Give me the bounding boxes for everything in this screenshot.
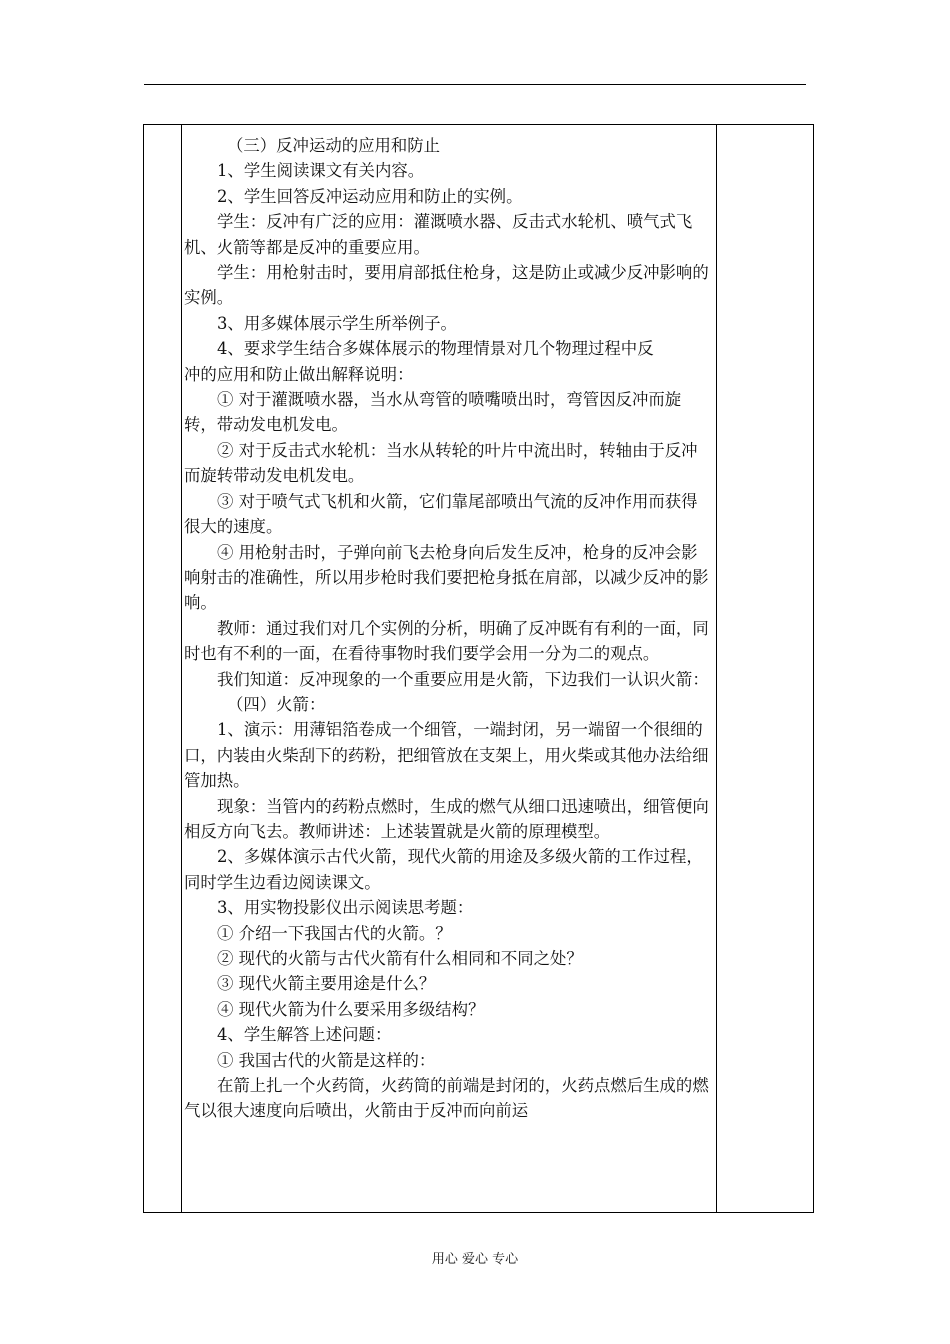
paragraph: （三）反冲运动的应用和防止 — [227, 136, 441, 155]
paragraph: ④ 现代火箭为什么要采用多级结构？ — [217, 999, 485, 1019]
column-divider-left — [181, 125, 182, 1212]
paragraph: 我们知道：反冲现象的一个重要应用是火箭，下边我们一认识火箭： — [217, 669, 709, 689]
paragraph: 1、演示：用薄铝箔卷成一个细管，一端封闭，另一端留一个很细的口，内装由火柴刮下的药粉，把细管放在支架上，用火柴或其他办法给细管加热。 — [184, 720, 709, 791]
page-footer: 用心 爱心 专心 — [431, 1252, 519, 1267]
paragraph: 3、用多媒体展示学生所举例子。 — [217, 313, 457, 333]
paragraph: 4、要求学生结合多媒体展示的物理情景对几个物理过程中反 — [217, 339, 654, 359]
paragraph: 在箭上扎一个火药筒，火药筒的前端是封闭的，火药点燃后生成的燃气以很大速度向后喷出，火箭由于反冲而向前运 — [184, 1076, 709, 1121]
paragraph: 现象：当管内的药粉点燃时，生成的燃气从细口迅速喷出，细管便向相反方向飞去。教师讲述：上述装置就是火箭的原理模型。 — [184, 796, 709, 841]
paragraph: 冲的应用和防止做出解释说明： — [184, 364, 414, 384]
paragraph: 教师：通过我们对几个实例的分析，明确了反冲既有有利的一面，同时也有不利的一面，在看待事物时我们要学会用一分为二的观点。 — [184, 618, 709, 664]
paragraph: ② 对于反击式水轮机：当水从转轮的叶片中流出时，转轴由于反冲而旋转带动发电机发电。 — [184, 440, 698, 486]
paragraph: ① 对于灌溉喷水器，当水从弯管的喷嘴喷出时，弯管因反冲而旋转，带动发电机发电。 — [184, 390, 682, 435]
lesson-content-cell — [184, 133, 713, 1124]
paragraph: （四）火箭： — [227, 694, 326, 714]
paragraph: 学生：用枪射击时，要用肩部抵住枪身，这是防止或减少反冲影响的实例。 — [184, 263, 709, 308]
paragraph: ① 介绍一下我国古代的火箭。？ — [217, 923, 452, 943]
paragraph: 学生：反冲有广泛的应用：灌溉喷水器、反击式水轮机、喷气式飞机、火箭等都是反冲的重要应用。 — [184, 212, 693, 257]
column-divider-right — [716, 125, 717, 1212]
paragraph: 3、用实物投影仪出示阅读思考题： — [217, 898, 474, 918]
paragraph: ④ 用枪射击时，子弹向前飞去枪身向后发生反冲，枪身的反冲会影响射击的准确性，所以用步枪时我们要把枪身抵在肩部，以减少反冲的影响。 — [184, 542, 709, 613]
paragraph: ③ 对于喷气式飞机和火箭，它们靠尾部喷出气流的反冲作用而获得很大的速度。 — [184, 491, 698, 537]
paragraph: ① 我国古代的火箭是这样的： — [217, 1050, 436, 1070]
header-rule — [144, 84, 806, 85]
paragraph: ③ 现代火箭主要用途是什么？ — [217, 974, 436, 994]
paragraph: 2、学生回答反冲运动应用和防止的实例。 — [217, 186, 523, 206]
paragraph: 1、学生阅读课文有关内容。 — [217, 161, 425, 181]
paragraph: 4、学生解答上述问题： — [217, 1025, 392, 1045]
paragraph: 2、多媒体演示古代火箭，现代火箭的用途及多级火箭的工作过程，同时学生边看边阅读课文。 — [184, 847, 703, 892]
paragraph: ② 现代的火箭与古代火箭有什么相同和不同之处？ — [217, 949, 583, 968]
lesson-table — [143, 124, 814, 1213]
